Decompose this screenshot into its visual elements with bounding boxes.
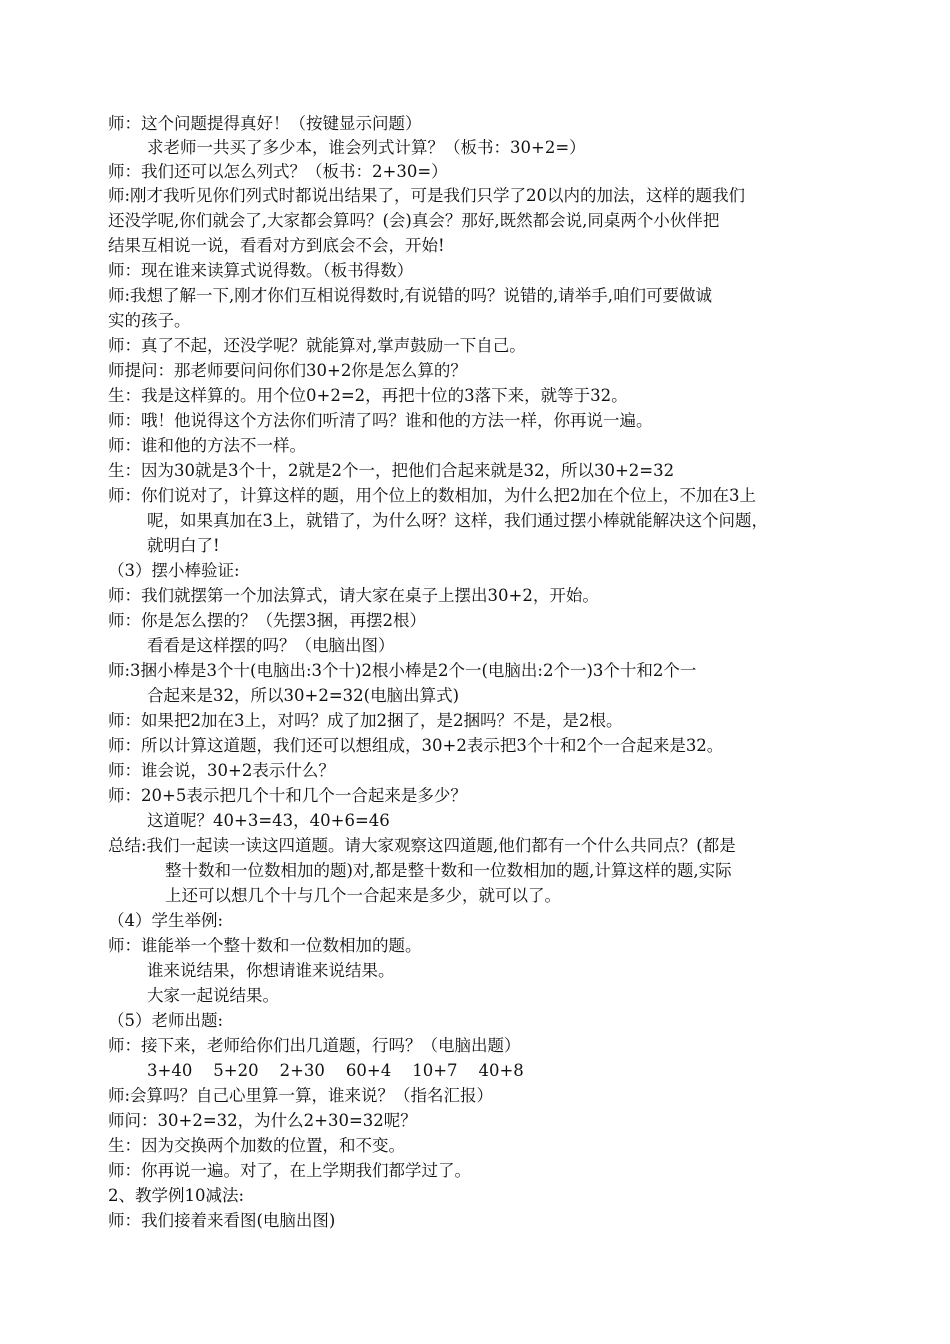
text-line: 就明白了!	[147, 536, 220, 555]
text-line: 师：哦！他说得这个方法你们听清了吗？谁和他的方法一样，你再说一遍。	[108, 411, 653, 430]
text-line: 实的孩子。	[108, 311, 191, 330]
text-line: 生：因为交换两个加数的位置，和不变。	[108, 1136, 405, 1155]
text-line: 师：谁和他的方法不一样。	[108, 436, 306, 455]
text-line: 师：谁能举一个整十数和一位数相加的题。	[108, 936, 422, 955]
text-line: 总结:我们一起读一读这四道题。请大家观察这四道题,他们都有一个什么共同点？(都是	[108, 836, 736, 855]
text-line: 师：你们说对了，计算这样的题，用个位上的数相加，为什么把2加在个位上，不加在3上	[108, 486, 756, 505]
text-line: 看看是这样摆的吗？（电脑出图）	[147, 636, 395, 655]
text-line: 师:会算吗？自己心里算一算，谁来说？（指名汇报）	[108, 1086, 494, 1105]
text-line: 求老师一共买了多少本，谁会列式计算？（板书：30+2=）	[147, 138, 586, 157]
text-line: 师：我们还可以怎么列式？（板书：2+30=）	[108, 162, 448, 181]
text-line: 师：现在谁来读算式说得数。（板书得数）	[108, 261, 414, 280]
text-line: 师：我们接着来看图(电脑出图)	[108, 1211, 336, 1230]
text-line: （5）老师出题:	[108, 1011, 224, 1030]
text-line: 这道呢？40+3=43，40+6=46	[147, 811, 390, 830]
text-line: 呢，如果真加在3上，就错了，为什么呀？这样，我们通过摆小棒就能解决这个问题，	[147, 511, 768, 530]
text-line: 师：你再说一遍。对了，在上学期我们都学过了。	[108, 1161, 471, 1180]
text-line: 结果互相说一说，看看对方到底会不会，开始!	[108, 236, 445, 255]
text-line: 师提问：那老师要问问你们30+2你是怎么算的？	[108, 361, 467, 380]
text-line: 师:3捆小棒是3个十(电脑出:3个十)2根小棒是2个一(电脑出:2个一)3个十和2个一	[108, 661, 697, 680]
text-line: 还没学呢,你们就会了,大家都会算吗？(会)真会？那好,既然都会说,同桌两个小伙伴把	[108, 211, 720, 230]
text-line: 整十数和一位数相加的题)对,都是整十数和一位数相加的题,计算这样的题,实际	[165, 861, 732, 880]
text-line: 生：因为30就是3个十，2就是2个一，把他们合起来就是32，所以30+2=32	[108, 461, 675, 480]
text-line: 生：我是这样算的。用个位0+2=2，再把十位的3落下来，就等于32。	[108, 386, 628, 405]
text-line: 师：真了不起，还没学呢？就能算对,掌声鼓励一下自己。	[108, 336, 526, 355]
text-line: 谁来说结果，你想请谁来说结果。	[147, 961, 395, 980]
text-line: 3+40 5+20 2+30 60+4 10+7 40+8	[147, 1061, 524, 1080]
text-line: 2、教学例10减法:	[108, 1186, 245, 1205]
text-line: 师：20+5表示把几个十和几个一合起来是多少？	[108, 786, 467, 805]
text-line: 师:我想了解一下,刚才你们互相说得数时,有说错的吗？说错的,请举手,咱们可要做诚	[108, 286, 713, 305]
text-line: 大家一起说结果。	[147, 986, 279, 1005]
text-line: 师:刚才我听见你们列式时都说出结果了，可是我们只学了20以内的加法，这样的题我们	[108, 186, 746, 205]
text-line: 师：你是怎么摆的？（先摆3捆，再摆2根）	[108, 611, 426, 630]
text-line: （4）学生举例:	[108, 911, 224, 930]
text-line: 师：谁会说，30+2表示什么？	[108, 761, 335, 780]
text-line: 师：接下来，老师给你们出几道题，行吗？（电脑出题）	[108, 1036, 521, 1055]
text-line: 师：如果把2加在3上，对吗？成了加2捆了，是2捆吗？不是，是2根。	[108, 711, 623, 730]
text-line: 师：这个问题提得真好！（按键显示问题）	[108, 114, 422, 133]
text-line: 师：所以计算这道题，我们还可以想组成，30+2表示把3个十和2个一合起来是32。	[108, 736, 724, 755]
text-line: 合起来是32，所以30+2=32(电脑出算式)	[147, 686, 460, 705]
text-line: （3）摆小棒验证:	[108, 561, 240, 580]
text-line: 师问：30+2=32，为什么2+30=32呢？	[108, 1111, 417, 1130]
text-line: 上还可以想几个十与几个一合起来是多少，就可以了。	[165, 886, 561, 905]
text-line: 师：我们就摆第一个加法算式，请大家在桌子上摆出30+2，开始。	[108, 586, 599, 605]
